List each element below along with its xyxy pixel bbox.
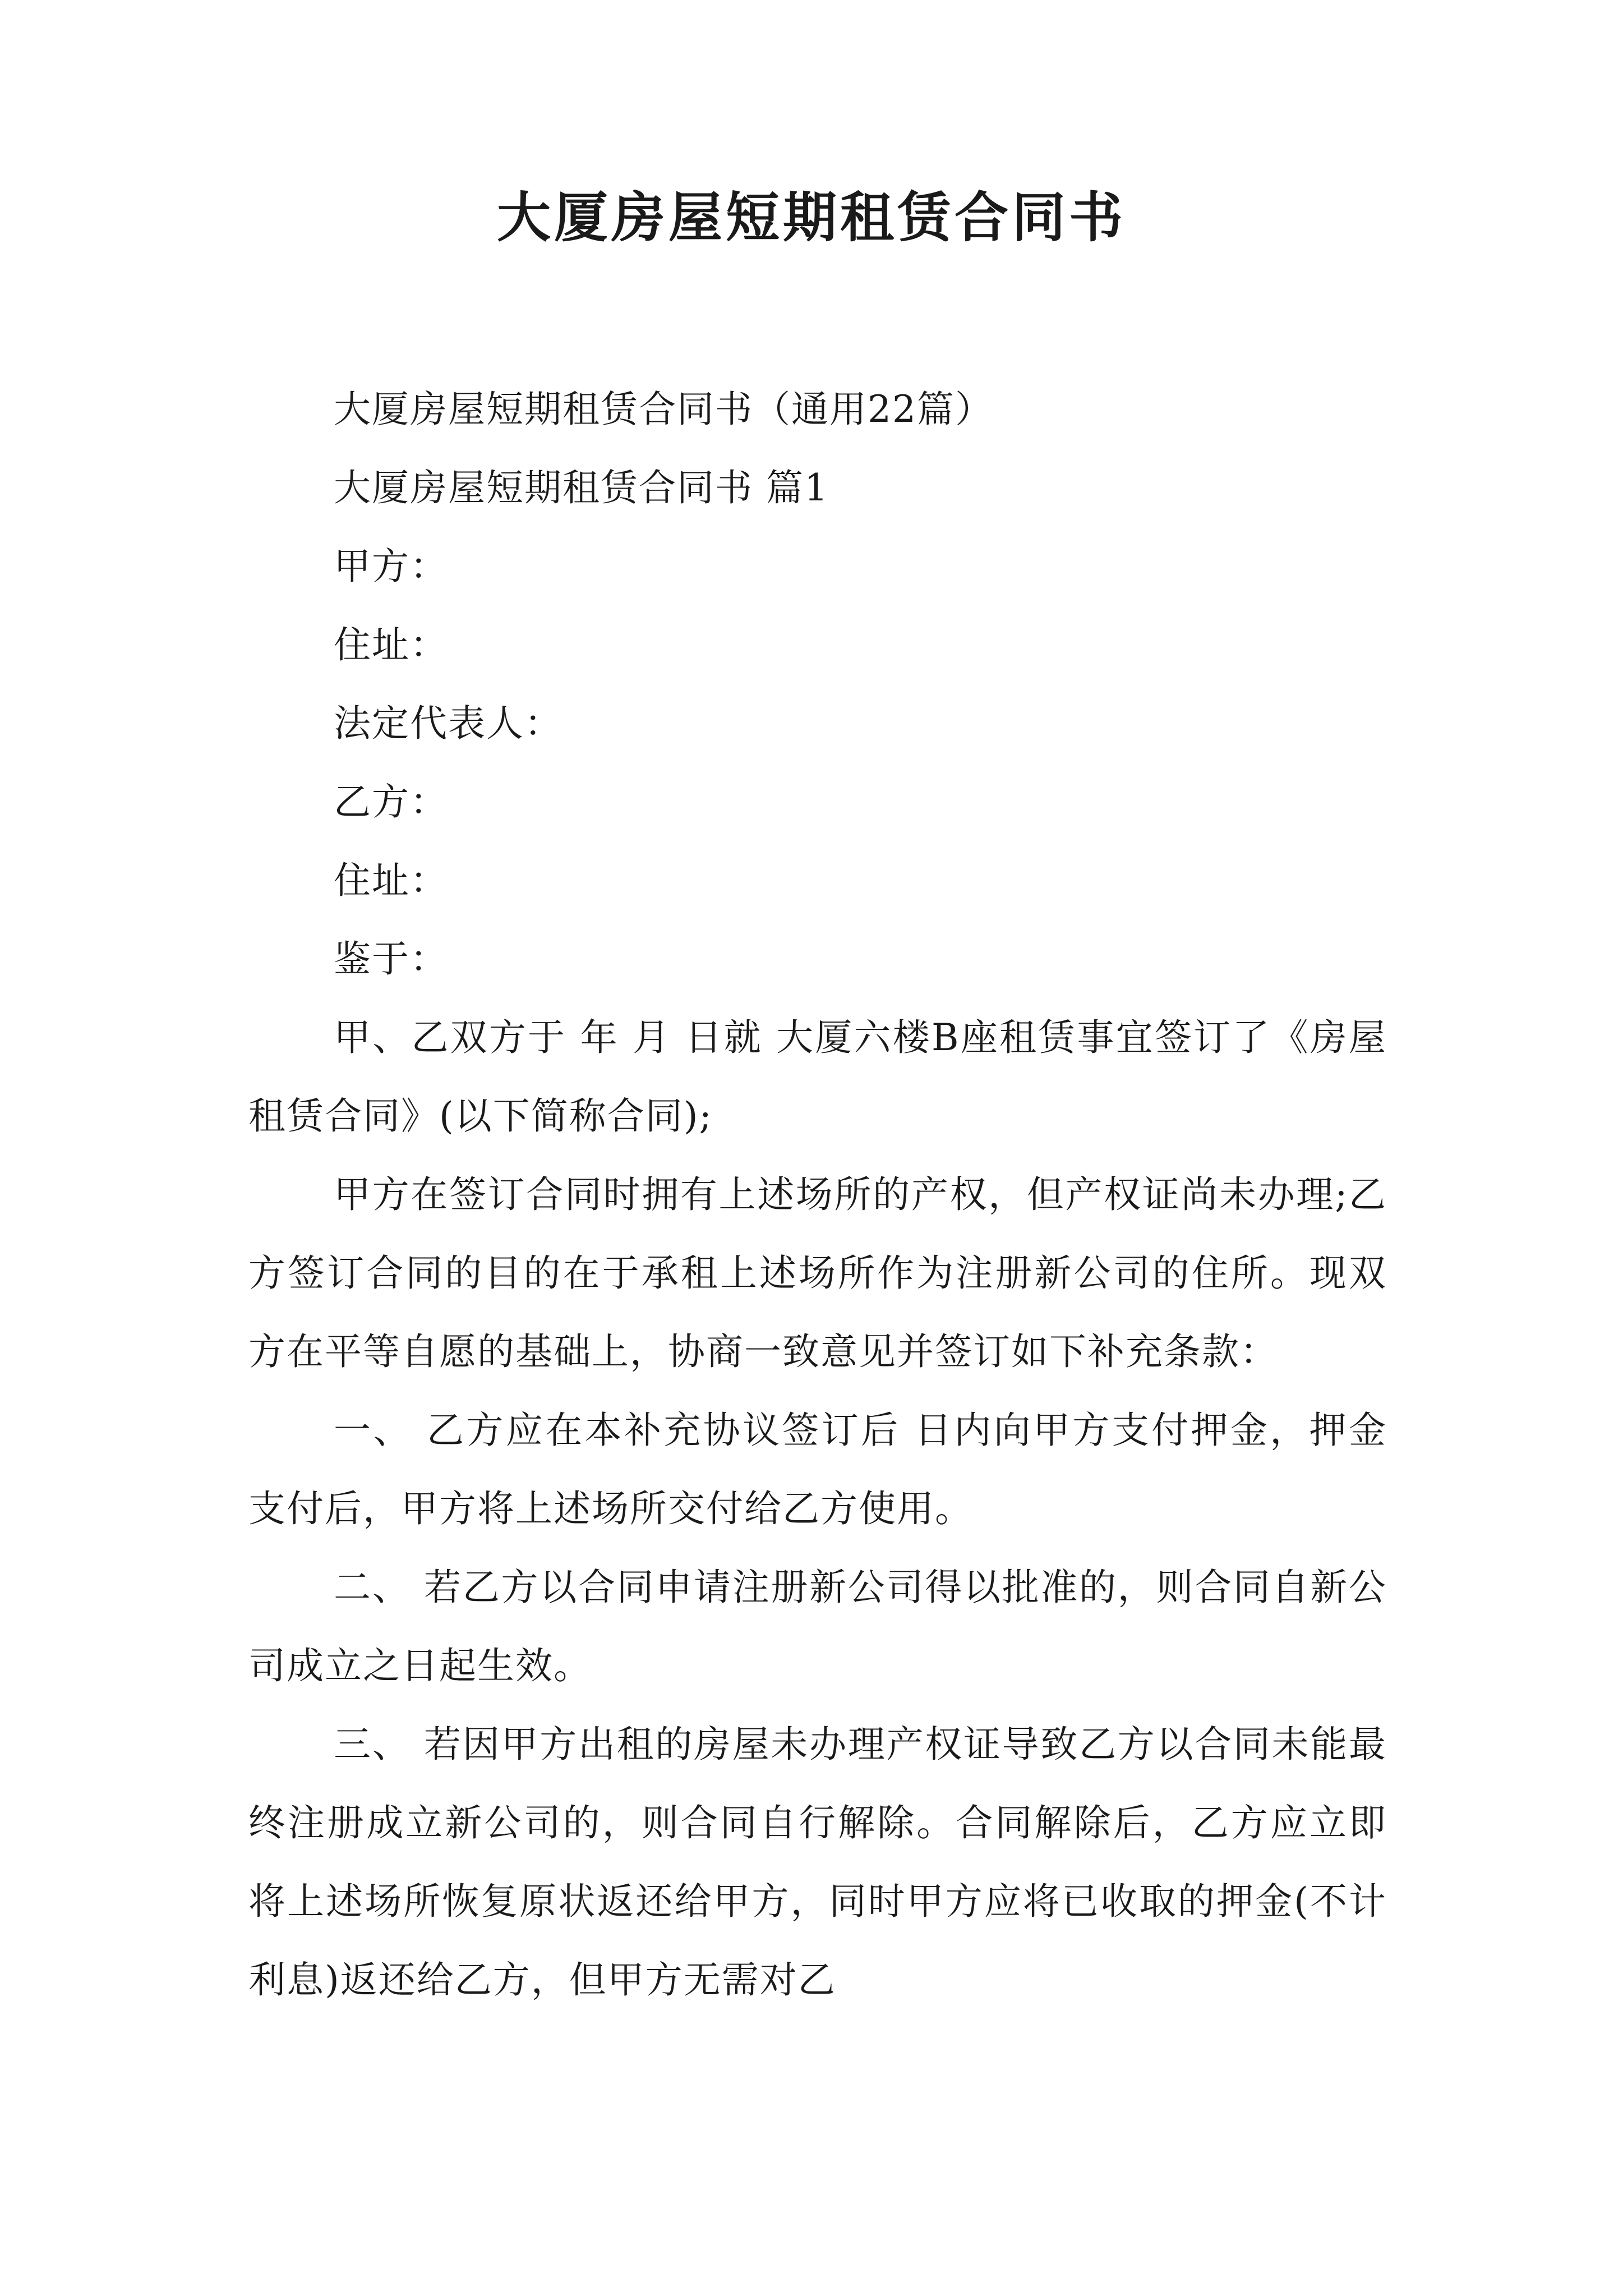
field-legal-representative: 法定代表人： xyxy=(334,702,562,745)
field-party-a: 甲方： xyxy=(334,545,448,588)
paragraph-clause-2: 二、 若乙方以合同申请注册新公司得以批准的，则合同自新公司成立之日起生效。 xyxy=(248,1566,1387,1687)
heading-part: 大厦房屋短期租赁合同书 篇1 xyxy=(334,466,829,509)
paragraph-signing: 甲、乙双方于 年 月 日就 大厦六楼B座租赁事宜签订了《房屋租赁合同》(以下简称合同); xyxy=(248,1016,1387,1138)
field-address-b: 住址： xyxy=(334,859,448,902)
field-whereas: 鉴于： xyxy=(334,937,448,981)
paragraph-clause-1: 一、 乙方应在本补充协议签订后 日内向甲方支付押金，押金支付后，甲方将上述场所交付给乙方使用。 xyxy=(248,1409,1387,1530)
heading-general: 大厦房屋短期租赁合同书（通用22篇） xyxy=(334,388,993,431)
field-address-a: 住址： xyxy=(334,623,448,666)
document-title: 大厦房屋短期租赁合同书 xyxy=(497,186,1126,249)
field-party-b: 乙方： xyxy=(334,780,448,823)
paragraph-property-rights: 甲方在签订合同时拥有上述场所的产权，但产权证尚未办理;乙方签订合同的目的在于承租上述场所作为注册新公司的住所。现双方在平等自愿的基础上，协商一致意见并签订如下补充条款： xyxy=(248,1173,1387,1373)
paragraph-clause-3: 三、 若因甲方出租的房屋未办理产权证导致乙方以合同未能最终注册成立新公司的，则合同自行解除。合同解除后，乙方应立即将上述场所恢复原状返还给甲方，同时甲方应将已收取的押金(不计利息)返还给乙方，但甲方无需对乙 xyxy=(248,1723,1387,2001)
document-body xyxy=(248,370,1387,2019)
